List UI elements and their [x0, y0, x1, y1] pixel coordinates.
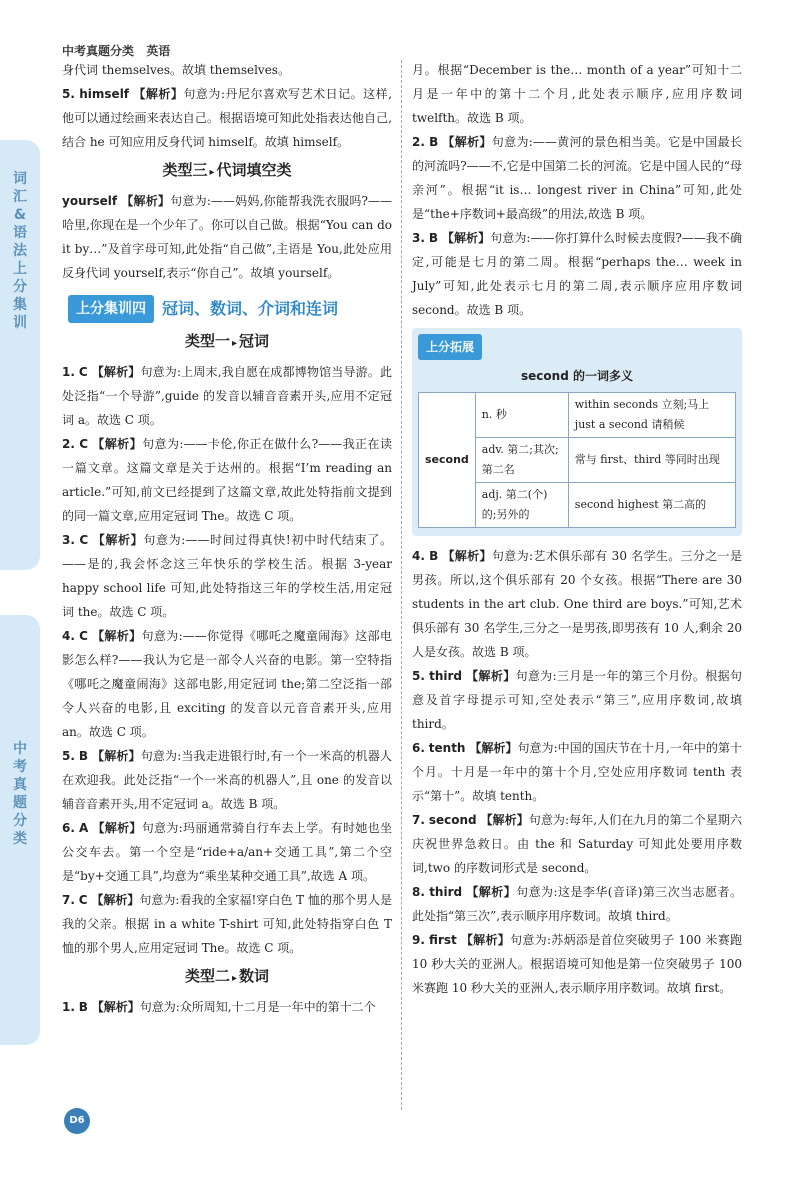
answer-item: 4. C 【解析】句意为:——你觉得《哪吒之魔童闹海》这部电影怎么样?——我认为它是一部令人兴奋的电影。第一空特指《哪吒之魔童闹海》这部电影,用定冠词 the;第二空泛指一部令人兴奋的电影,且 exciting 的发音以元音音素开头,应用 an。故选 C 项。: [62, 629, 392, 739]
continued-text: 身代词 themselves。故填 themselves。: [62, 63, 290, 77]
side-tab-upper-label: 词汇&语法 上分集训: [13, 171, 27, 331]
answer-item: 1. B 【解析】句意为:众所周知,十二月是一年中的第十二个: [62, 1000, 376, 1014]
answer-item: 2. C 【解析】句意为:——卡伦,你正在做什么?——我正在读一篇文章。这篇文章是关于达州的。根据“I’m reading an article.”可知,前文已经提到了这篇文章,故此处特指前文提到的同一篇文章,应用定冠词 The。故选 C 项。: [62, 437, 392, 523]
answer-item: 6. tenth 【解析】句意为:中国的国庆节在十月,一年中的第十个月。十月是一年中的第十个月,空处应用序数词 tenth 表示“第十”。故填 tenth。: [412, 741, 742, 803]
left-column: [62, 58, 392, 1019]
expansion-title: second 的一词多义: [521, 369, 633, 383]
unit-banner: [68, 295, 392, 323]
table-row: [419, 393, 736, 438]
expansion-tag: 上分拓展: [418, 334, 482, 360]
page-number: D6: [64, 1108, 90, 1134]
example-cell: second highest 第二高的: [568, 483, 735, 528]
side-tab-lower-label: 中考真题分类: [13, 741, 27, 847]
page-header: [62, 42, 178, 59]
right-column: [412, 58, 742, 1000]
answer-item: 3. C 【解析】句意为:——时间过得真快!初中时代结束了。——是的,我会怀念这三年快乐的学校生活。根据 3-year happy school life 可知,此处特指这三年的学校生活,用定冠词 the。故选 C 项。: [62, 533, 392, 619]
book-title: 中考真题分类: [62, 44, 135, 58]
unit-title: 冠词、数词、介词和连词: [162, 299, 339, 318]
example-cell: within seconds 立刻;马上 just a second 请稍候: [568, 393, 735, 438]
continued-text: 月。根据“December is the… month of a year”可知十二月是一年中的第十二个月,此处表示顺序,应用序数词 twelfth。故选 B 项。: [412, 63, 742, 125]
section-heading: 类型三 ▸ 代词填空类: [162, 161, 292, 179]
answer-item: 9. first 【解析】句意为:苏炳添是首位突破男子 100 米赛跑 10 秒大关的亚洲人。根据语境可知他是第一位突破男子 100 米赛跑 10 秒大关的亚洲人,表示顺序用序数词。故填 first。: [412, 933, 742, 995]
expansion-box: [412, 328, 742, 536]
answer-item: 2. B 【解析】句意为:——黄河的景色相当美。它是中国最长的河流吗?——不,它是中国第二长的河流。它是中国人民的“母亲河”。根据“it is… longest river in China”可知,此处是“the+序数词+最高级”的用法,故选 B 项。: [412, 135, 742, 221]
answer-item: 7. C 【解析】句意为:看我的全家福!穿白色 T 恤的那个男人是我的父亲。根据 in a white T-shirt 可知,此处特指穿白色 T 恤的那个男人,应用定冠词 The。故选 C 项。: [62, 893, 392, 955]
answer-item: yourself 【解析】句意为:——妈妈,你能帮我洗衣服吗?——哈里,你现在是一个少年了。你可以自己做。根据“You can do it by…”及首字母可知,此处指“自己做”,主语是 You,此处应用反身代词 yourself,表示“你自己”。故填 yourself。: [62, 194, 392, 280]
answer-item: 6. A 【解析】句意为:玛丽通常骑自行车去上学。有时她也坐公交车去。第一个空是“ride+a/an+交通工具”,第二个空是“by+交通工具”,均意为“乘坐某种交通工具”,故选 A 项。: [62, 821, 392, 883]
unit-tag: 上分集训四: [68, 295, 154, 323]
section-heading: 类型一 ▸ 冠词: [184, 332, 270, 350]
headword-cell: second: [419, 393, 476, 528]
answer-item: 5. B 【解析】句意为:当我走进银行时,有一个一米高的机器人在欢迎我。此处泛指“一个一米高的机器人”,且 one 的发音以辅音音素开头,用不定冠词 a。故选 B 项。: [62, 749, 392, 811]
answer-item: 7. second 【解析】句意为:每年,人们在九月的第二个星期六庆祝世界急救日。由 the 和 Saturday 可知此处要用序数词,two 的序数词形式是 second。: [412, 813, 742, 875]
answer-item: 8. third 【解析】句意为:这是李华(音译)第三次当志愿者。此处指“第三次”,表示顺序用序数词。故填 third。: [412, 885, 742, 923]
pos-cell: n. 秒: [475, 393, 568, 438]
subject-label: 英语: [146, 44, 171, 58]
meaning-table: [418, 392, 736, 528]
answer-item: 1. C 【解析】句意为:上周末,我自愿在成都博物馆当导游。此处泛指“一个导游”,guide 的发音以辅音音素开头,应用不定冠词 a。故选 C 项。: [62, 365, 392, 427]
pos-cell: adj. 第二(个)的;另外的: [475, 483, 568, 528]
pos-cell: adv. 第二;其次;第二名: [475, 438, 568, 483]
section-heading: 类型二 ▸ 数词: [184, 967, 270, 985]
answer-item: 3. B 【解析】句意为:——你打算什么时候去度假?——我不确定,可能是七月的第二周。根据“perhaps the… week in July”可知,此处表示七月的第二周,表示顺序应用序数词 second。故选 B 项。: [412, 231, 742, 317]
answer-item: 5. himself 【解析】句意为:丹尼尔喜欢写艺术日记。这样,他可以通过绘画来表达自己。根据语境可知此处指表达他自己,结合 he 可知应用反身代词 himself。故填 himself。: [62, 87, 392, 149]
answer-item: 5. third 【解析】句意为:三月是一年的第三个月份。根据句意及首字母提示可知,空处表示“第三”,应用序数词,故填 third。: [412, 669, 742, 731]
example-cell: 常与 first、third 等同时出现: [568, 438, 735, 483]
column-divider: [401, 60, 402, 1110]
answer-item: 4. B 【解析】句意为:艺术俱乐部有 30 名学生。三分之一是男孩。所以,这个俱乐部有 20 个女孩。根据“There are 30 students in the art club. One third are boys.”可知,艺术俱乐部有 30 名学生,三分之一是男孩,即男孩有 10 人,剩余 20 人是女孩。故选 B 项。: [412, 549, 742, 659]
